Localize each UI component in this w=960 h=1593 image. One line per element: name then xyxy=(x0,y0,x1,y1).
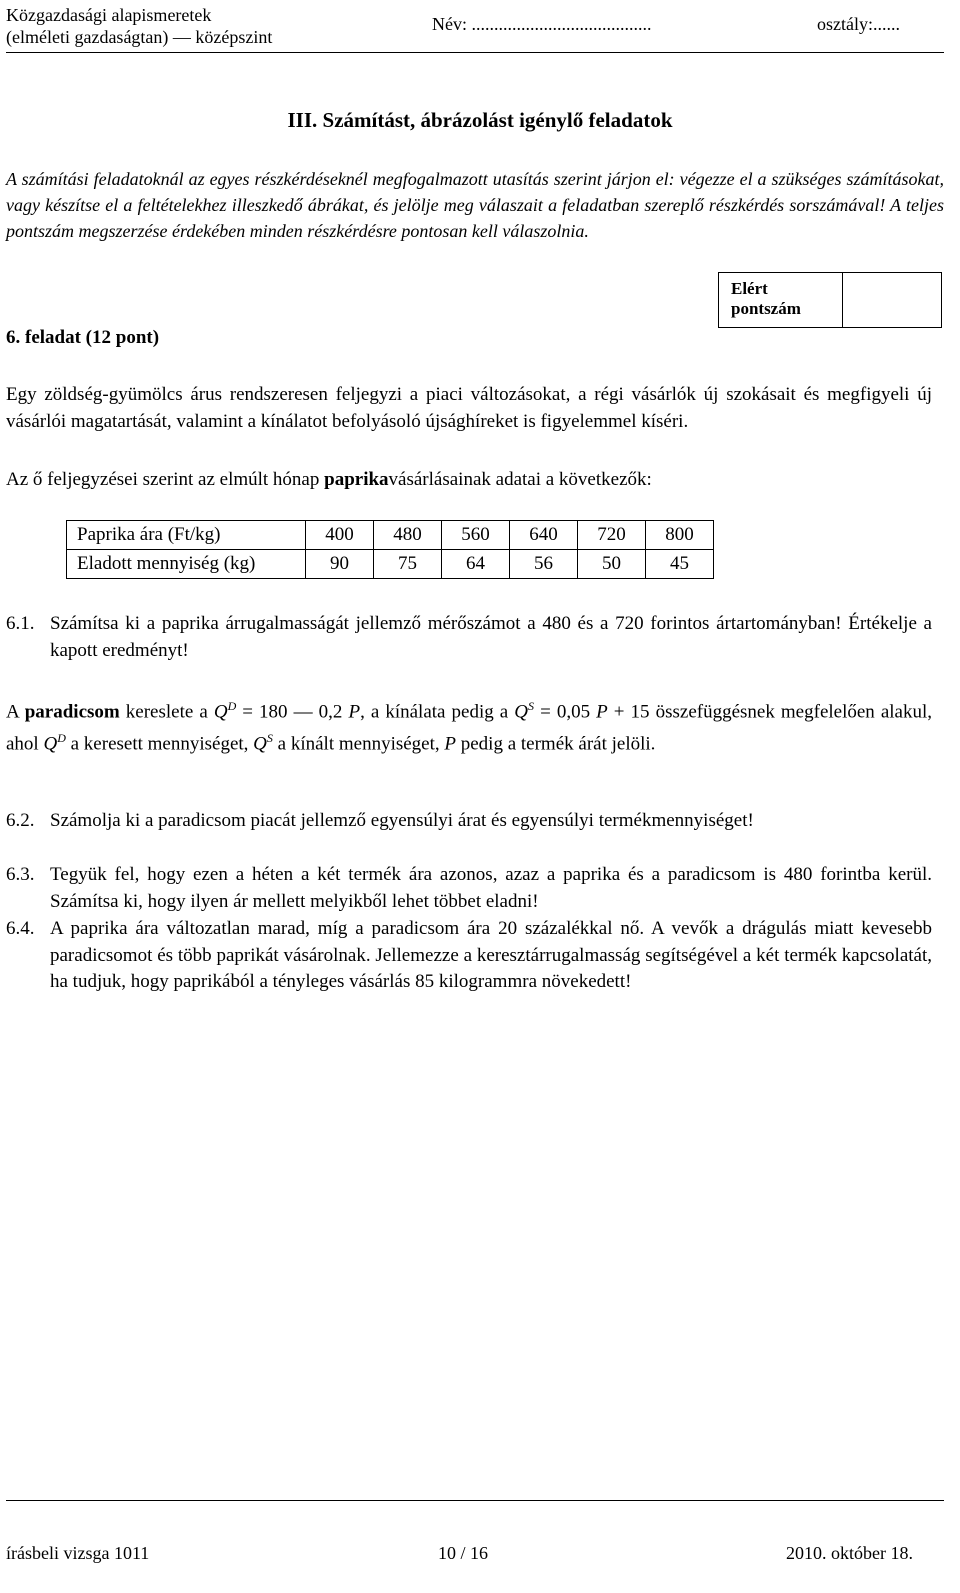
symbol-d: D xyxy=(57,731,66,746)
symbol-p: P xyxy=(444,733,456,755)
points-box-value xyxy=(843,273,941,327)
table-cell: 720 xyxy=(578,521,646,550)
tomato-text: + 15 összefüggésnek megfelelően alakul, ahol xyxy=(6,701,933,755)
table-cell: 560 xyxy=(442,521,510,550)
table-row-header: Eladott mennyiség (kg) xyxy=(67,550,306,579)
symbol-p: P xyxy=(348,701,361,723)
points-label-line-1: Elért xyxy=(731,279,768,298)
question-number: 6.4. xyxy=(6,918,35,939)
points-label-line-2: pontszám xyxy=(731,299,801,318)
tomato-text: a keresett mennyiséget, xyxy=(65,733,254,755)
record-line-bold: paprika xyxy=(324,469,389,490)
intro-paragraph: Egy zöldség-gyümölcs árus rendszeresen feljegyzi a piaci változásokat, a régi vásárlók új szokásait és megfigyeli új vásárlói magatartását, valamint a kínálatot befolyásoló újsághíreket is figyelemmel kíséri. xyxy=(6,384,932,432)
name-field-label: Név: ........................................ xyxy=(432,14,652,34)
table-cell: 50 xyxy=(578,550,646,579)
symbol-d: D xyxy=(227,699,237,713)
record-line-after: vásárlásainak adatai a következők: xyxy=(388,469,652,490)
tomato-text: , a kínálata pedig a xyxy=(360,701,515,723)
footer-exam-code: írásbeli vizsga 1011 xyxy=(6,1543,150,1563)
tomato-text: kereslete a xyxy=(119,701,214,723)
record-line-before: Az ő feljegyzései szerint az elmúlt hónap xyxy=(6,469,325,490)
footer-page-number: 10 / 16 xyxy=(438,1543,489,1563)
symbol-s: S xyxy=(266,731,273,746)
question-6-3 xyxy=(6,862,932,915)
task-title: 6. feladat (12 pont) xyxy=(6,327,160,348)
symbol-q: Q xyxy=(514,701,529,723)
table-cell: 800 xyxy=(646,521,714,550)
header-divider xyxy=(6,52,944,53)
record-line xyxy=(6,467,932,494)
table-cell: 64 xyxy=(442,550,510,579)
question-6-4 xyxy=(6,916,932,996)
table-cell: 480 xyxy=(374,521,442,550)
subject-line-2: (elméleti gazdaságtan) — középszint xyxy=(6,27,273,47)
tomato-text: a kínált mennyiséget, xyxy=(272,733,445,755)
instructions-paragraph: A számítási feladatoknál az egyes részkérdéseknél megfogalmazott utasítás szerint járjon el: végezze el a szükséges számításokat, vagy készítse el a feltételekhez illeszkedő ábrákat, és jelölje meg válaszait a feladatban szereplő részkérdés sorszámával! A teljes pontszám megszerzése érdekében minden részkérdésre pontosan kell válaszolnia. xyxy=(6,169,944,241)
symbol-s: S xyxy=(528,699,535,713)
table-cell: 45 xyxy=(646,550,714,579)
question-6-2 xyxy=(6,808,932,835)
question-text: A paprika ára változatlan marad, míg a paradicsom ára 20 százalékkal nő. A vevők a drágulás miatt kevesebb paradicsomot és több paprikát vásárolnak. Jellemezze a keresztárrugalmasság segítségével a két termék kapcsolatát, ha tudjuk, hogy paprikából a tényleges vásárlás 85 kilogrammra növekedett! xyxy=(50,918,932,992)
table-cell: 640 xyxy=(510,521,578,550)
symbol-p: P xyxy=(596,701,608,723)
table-cell: 90 xyxy=(306,550,374,579)
points-box xyxy=(718,272,942,328)
question-text: Tegyük fel, hogy ezen a héten a két termék ára azonos, azaz a paprika és a paradicsom is 480 forintba kerül. Számítsa ki, hogy ilyen ár mellett melyikből lehet többet eladni! xyxy=(50,864,932,912)
question-number: 6.3. xyxy=(6,864,35,885)
footer-divider xyxy=(6,1500,944,1501)
header-subject xyxy=(6,4,426,48)
tomato-text: pedig a termék árát jelöli. xyxy=(456,733,656,755)
points-box-label xyxy=(719,273,843,327)
question-number: 6.1. xyxy=(6,613,35,634)
tomato-text: = 180 — 0,2 xyxy=(236,701,349,723)
footer-date: 2010. október 18. xyxy=(786,1543,913,1563)
question-text: Számolja ki a paradicsom piacát jellemző egyensúlyi árat és egyensúlyi termékmennyiséget! xyxy=(50,810,754,831)
question-number: 6.2. xyxy=(6,810,35,831)
table-row xyxy=(67,521,714,550)
tomato-bold: paradicsom xyxy=(24,701,120,723)
symbol-q: Q xyxy=(213,701,228,723)
tomato-paragraph xyxy=(6,693,932,758)
question-text: Számítsa ki a paprika árrugalmasságát jellemző mérőszámot a 480 és a 720 forintos ártartományban! Értékelje a kapott eredményt! xyxy=(50,613,932,661)
tomato-text: A xyxy=(6,701,25,723)
table-cell: 56 xyxy=(510,550,578,579)
table-row-header: Paprika ára (Ft/kg) xyxy=(67,521,306,550)
section-title: III. Számítást, ábrázolást igénylő feladatok xyxy=(287,108,673,132)
tomato-text: = 0,05 xyxy=(534,701,597,723)
data-table xyxy=(66,520,714,579)
subject-line-1: Közgazdasági alapismeretek xyxy=(6,5,212,25)
symbol-q: Q xyxy=(43,733,58,755)
table-cell: 400 xyxy=(306,521,374,550)
symbol-q: Q xyxy=(253,733,267,755)
question-6-1 xyxy=(6,611,932,664)
table-row xyxy=(67,550,714,579)
table-cell: 75 xyxy=(374,550,442,579)
class-field-label: osztály:...... xyxy=(817,14,900,34)
